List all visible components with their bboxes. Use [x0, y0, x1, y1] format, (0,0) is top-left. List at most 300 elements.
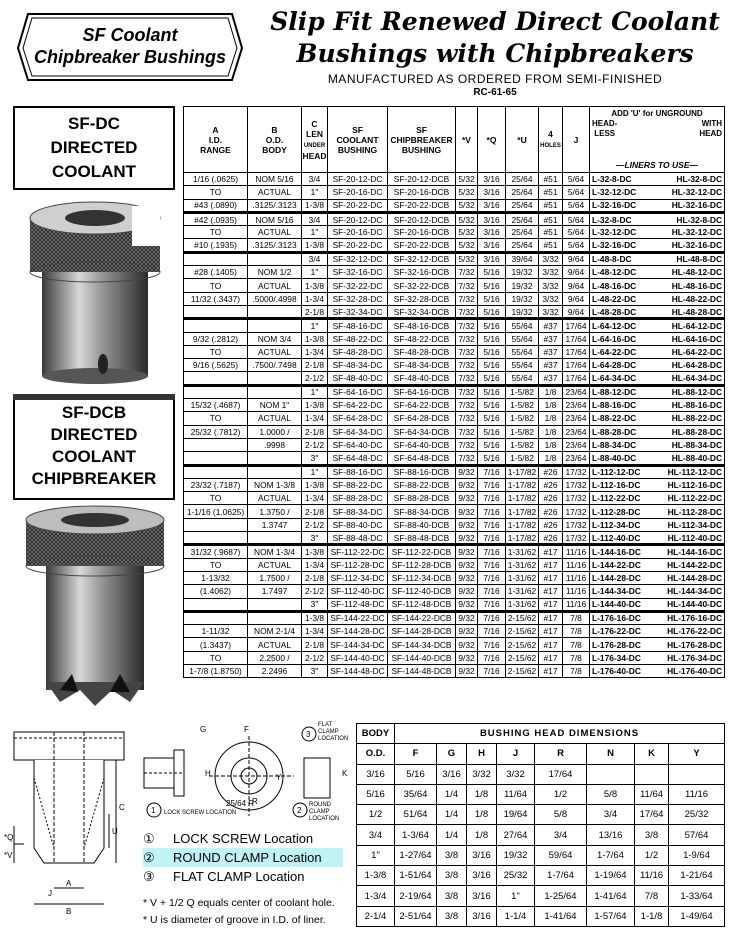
table-row: [184, 186, 725, 199]
head-cell: 27/64: [497, 825, 535, 845]
head-cell: 3/16: [437, 764, 467, 784]
col-header-b: B O.D. BODY: [248, 107, 302, 173]
cell-q: 5/16: [478, 412, 506, 425]
cell-q: 7/16: [478, 664, 506, 677]
cell-sf: SF-144-48-DC: [328, 664, 388, 677]
cell-u: 39/64: [506, 252, 539, 265]
cell-c: 2-1/2: [302, 651, 328, 664]
cell-b: NOM 1-3/4: [248, 545, 302, 558]
table-row: [184, 319, 725, 332]
head-cell: 13/16: [587, 825, 635, 845]
head-table-row: [357, 906, 725, 926]
head-cell: 1-3/4: [357, 886, 395, 906]
cell-sfc: SF-20-16-DCB: [388, 186, 456, 199]
cell-hl: L-48-22-DC: [590, 292, 658, 305]
cell-sf: SF-112-34-DC: [328, 571, 388, 584]
cell-q: 7/16: [478, 518, 506, 531]
cell-b: NOM 1/2: [248, 266, 302, 279]
cell-u: 25/64: [506, 226, 539, 239]
head-cell: 11/16: [669, 784, 725, 804]
cell-v: 7/32: [456, 452, 478, 465]
cell-q: 7/16: [478, 492, 506, 505]
cell-q: 7/16: [478, 571, 506, 584]
cell-holes: #26: [539, 465, 563, 478]
cell-a: [184, 452, 248, 465]
head-cell: 19/32: [497, 845, 535, 865]
cell-c: 2-1/2: [302, 372, 328, 385]
cell-q: 5/16: [478, 452, 506, 465]
cell-sf: SF-64-28-DC: [328, 412, 388, 425]
cell-j: 7/8: [563, 611, 590, 624]
callout-1: 1: [151, 806, 156, 815]
cell-b: NOM 5/16: [248, 212, 302, 225]
cell-v: 5/32: [456, 212, 478, 225]
cell-j: 11/16: [563, 558, 590, 571]
head-cell: 3/8: [437, 886, 467, 906]
cell-wh: HL-144-22-DC: [658, 558, 725, 571]
table-row: [184, 664, 725, 677]
head-cell: 59/64: [535, 845, 587, 865]
table-row: [184, 345, 725, 358]
section2-line-2: DIRECTED: [50, 425, 138, 444]
head-cell: 3/16: [467, 906, 497, 926]
cell-j: 9/64: [563, 279, 590, 292]
head-cell: 1-3/64: [395, 825, 437, 845]
cell-hl: L-88-40-DC: [590, 452, 658, 465]
cell-sf: SF-32-28-DC: [328, 292, 388, 305]
cell-sfc: SF-64-40-DCB: [388, 438, 456, 451]
dim-angle: 25/64 R: [226, 799, 255, 808]
cell-b: .9998: [248, 438, 302, 451]
cell-b: NOM 1-3/8: [248, 478, 302, 491]
cell-sfc: SF-88-48-DCB: [388, 532, 456, 545]
table-row: [184, 425, 725, 438]
head-col-header: F: [395, 744, 437, 764]
col-header-holes: 4 HOLES: [539, 107, 563, 173]
cell-v: 9/32: [456, 598, 478, 611]
cell-sf: SF-20-22-DC: [328, 199, 388, 212]
cell-v: 9/32: [456, 505, 478, 518]
cell-q: 5/16: [478, 438, 506, 451]
cell-b: .3125/.3123: [248, 199, 302, 212]
cell-wh: HL-144-16-DC: [658, 545, 725, 558]
cell-v: 7/32: [456, 359, 478, 372]
cell-v: 7/32: [456, 385, 478, 398]
head-cell: [669, 764, 725, 784]
cell-j: 11/16: [563, 545, 590, 558]
cell-j: 23/64: [563, 425, 590, 438]
cell-q: 7/16: [478, 625, 506, 638]
head-cell: 25/32: [497, 866, 535, 886]
head-cell: 11/64: [635, 784, 669, 804]
head-cell: 25/32: [669, 805, 725, 825]
cell-sfc: SF-112-28-DCB: [388, 558, 456, 571]
head-cell: 51/64: [395, 805, 437, 825]
col-header-sf-coolant: SF COOLANT BUSHING: [328, 107, 388, 173]
head-cell: 5/16: [395, 764, 437, 784]
cell-u: 1-5/82: [506, 385, 539, 398]
cell-holes: #26: [539, 505, 563, 518]
head-cell: 1/8: [467, 784, 497, 804]
head-cell: 1": [497, 886, 535, 906]
cell-hl: L-112-28-DC: [590, 505, 658, 518]
head-cell: 3/16: [357, 764, 395, 784]
cell-sf: SF-88-34-DC: [328, 505, 388, 518]
cell-j: 9/64: [563, 292, 590, 305]
cell-v: 5/32: [456, 173, 478, 186]
cell-c: 1": [302, 266, 328, 279]
cell-hl: L-64-12-DC: [590, 319, 658, 332]
cell-a: (1.4062): [184, 585, 248, 598]
cell-c: 3/4: [302, 173, 328, 186]
cell-u: 25/64: [506, 173, 539, 186]
dim-g: G: [200, 725, 207, 734]
cell-wh: HL-88-22-DC: [658, 412, 725, 425]
cell-j: 17/32: [563, 505, 590, 518]
head-cell: 3/32: [467, 764, 497, 784]
cell-q: 7/16: [478, 638, 506, 651]
cell-b: ACTUAL: [248, 558, 302, 571]
cell-b: [248, 252, 302, 265]
cell-b: [248, 372, 302, 385]
cell-c: 1-3/4: [302, 345, 328, 358]
cell-j: 23/64: [563, 385, 590, 398]
dim-q: *Q: [4, 833, 14, 842]
legend-round-clamp: [143, 848, 343, 867]
cell-sfc: SF-48-22-DCB: [388, 332, 456, 345]
cell-wh: HL-144-34-DC: [658, 585, 725, 598]
dim-u: U: [112, 827, 118, 836]
cell-q: 7/16: [478, 545, 506, 558]
cell-c: 3": [302, 664, 328, 677]
cell-a: #10 (.1935): [184, 239, 248, 252]
cell-u: 19/32: [506, 305, 539, 318]
cell-sfc: SF-64-22-DCB: [388, 399, 456, 412]
section1-line-3: COOLANT: [51, 162, 137, 181]
cell-holes: 3/32: [539, 305, 563, 318]
cell-u: 1-17/82: [506, 478, 539, 491]
cell-sf: SF-48-16-DC: [328, 319, 388, 332]
cell-a: TO: [184, 412, 248, 425]
liners-subheader: —LINERS TO USE—: [590, 159, 725, 173]
cell-c: 1-3/4: [302, 492, 328, 505]
legend-number-3: ③: [143, 869, 155, 884]
cell-sf: SF-88-16-DC: [328, 465, 388, 478]
head-cell: 1-49/64: [669, 906, 725, 926]
cell-wh: HL-32-8-DC: [658, 212, 725, 225]
cell-wh: HL-48-28-DC: [658, 305, 725, 318]
cell-hl: L-48-16-DC: [590, 279, 658, 292]
head-cell: 1-1/4: [497, 906, 535, 926]
cell-b: ACTUAL: [248, 186, 302, 199]
table-row: [184, 359, 725, 372]
cell-wh: HL-64-16-DC: [658, 332, 725, 345]
legend-flat-clamp: [143, 867, 343, 886]
cell-c: 3": [302, 598, 328, 611]
head-cell: 2-1/4: [357, 906, 395, 926]
table-row: [184, 399, 725, 412]
cell-hl: L-64-16-DC: [590, 332, 658, 345]
section1-line-2: DIRECTED: [50, 138, 138, 157]
table-row: [184, 279, 725, 292]
cell-v: 7/32: [456, 319, 478, 332]
cell-sf: SF-64-16-DC: [328, 385, 388, 398]
cell-u: 55/64: [506, 319, 539, 332]
flat-clamp-label-3: LOCATION: [318, 736, 349, 742]
cell-hl: L-112-40-DC: [590, 532, 658, 545]
head-cell: 1-41/64: [587, 886, 635, 906]
cell-wh: HL-88-34-DC: [658, 438, 725, 451]
cell-u: 55/64: [506, 332, 539, 345]
cell-j: 17/64: [563, 345, 590, 358]
cell-sfc: SF-88-22-DCB: [388, 478, 456, 491]
cell-sfc: SF-64-28-DCB: [388, 412, 456, 425]
cell-b: [248, 611, 302, 624]
cell-a: #28 (.1405): [184, 266, 248, 279]
cell-j: 9/64: [563, 305, 590, 318]
cell-sfc: SF-48-16-DCB: [388, 319, 456, 332]
cell-q: 7/16: [478, 651, 506, 664]
dim-y: Y: [276, 773, 282, 782]
round-clamp-label-1: ROUND: [309, 802, 331, 808]
cell-a: [184, 319, 248, 332]
cell-hl: L-32-8-DC: [590, 173, 658, 186]
cell-holes: #17: [539, 651, 563, 664]
cell-holes: 1/8: [539, 425, 563, 438]
cell-v: 7/32: [456, 412, 478, 425]
cell-q: 5/16: [478, 385, 506, 398]
cell-sfc: SF-64-48-DCB: [388, 452, 456, 465]
cell-hl: L-32-12-DC: [590, 186, 658, 199]
cell-u: 25/64: [506, 212, 539, 225]
cell-c: 1": [302, 385, 328, 398]
cell-a: [184, 372, 248, 385]
cell-j: 7/8: [563, 664, 590, 677]
cell-sf: SF-88-22-DC: [328, 478, 388, 491]
head-cell: 3/8: [437, 845, 467, 865]
cell-sfc: SF-144-34-DCB: [388, 638, 456, 651]
cell-j: 7/8: [563, 625, 590, 638]
head-cell: 1": [357, 845, 395, 865]
cell-q: 7/16: [478, 532, 506, 545]
cell-u: 25/64: [506, 239, 539, 252]
cell-u: 1-5/82: [506, 452, 539, 465]
cell-u: 25/64: [506, 186, 539, 199]
head-cell: 1/4: [437, 825, 467, 845]
cell-hl: L-88-12-DC: [590, 385, 658, 398]
cell-sf: SF-144-22-DC: [328, 611, 388, 624]
head-table-row: [357, 825, 725, 845]
cell-u: 1-17/82: [506, 465, 539, 478]
cell-sfc: SF-112-22-DCB: [388, 545, 456, 558]
cell-b: ACTUAL: [248, 226, 302, 239]
cell-wh: HL-32-16-DC: [658, 239, 725, 252]
cell-j: 17/32: [563, 532, 590, 545]
cell-b: .7500/.7498: [248, 359, 302, 372]
cell-j: 23/64: [563, 438, 590, 451]
cell-holes: 1/8: [539, 452, 563, 465]
cell-b: [248, 598, 302, 611]
cell-q: 3/16: [478, 199, 506, 212]
cell-hl: L-144-28-DC: [590, 571, 658, 584]
cell-a: [184, 532, 248, 545]
cell-sfc: SF-20-22-DCB: [388, 199, 456, 212]
cell-hl: L-112-22-DC: [590, 492, 658, 505]
cell-sfc: SF-48-34-DCB: [388, 359, 456, 372]
cell-hl: L-32-12-DC: [590, 226, 658, 239]
cell-j: 17/64: [563, 359, 590, 372]
table-row: [184, 651, 725, 664]
cell-sf: SF-32-22-DC: [328, 279, 388, 292]
cell-hl: L-176-28-DC: [590, 638, 658, 651]
cell-j: 17/64: [563, 332, 590, 345]
cell-c: 2-1/8: [302, 571, 328, 584]
cell-b: NOM 1": [248, 399, 302, 412]
head-cell: 1/2: [357, 805, 395, 825]
head-cell: 1-25/64: [535, 886, 587, 906]
cell-a: [184, 438, 248, 451]
cell-q: 5/16: [478, 399, 506, 412]
head-cell: 1-3/8: [357, 866, 395, 886]
table-row: [184, 212, 725, 225]
cell-wh: HL-176-16-DC: [658, 611, 725, 624]
cell-u: 2-15/62: [506, 638, 539, 651]
table-row: [184, 252, 725, 265]
table-row: [184, 438, 725, 451]
table-row: [184, 492, 725, 505]
dim-f: F: [244, 725, 249, 734]
head-cell: 1-51/64: [395, 866, 437, 886]
cell-wh: HL-176-28-DC: [658, 638, 725, 651]
head-cell: 3/32: [497, 764, 535, 784]
legend-number-1: ①: [143, 831, 155, 846]
cell-a: 1-1/16 (1.0625): [184, 505, 248, 518]
head-cell: 3/16: [467, 866, 497, 886]
cell-sf: SF-20-16-DC: [328, 226, 388, 239]
cell-hl: L-48-12-DC: [590, 266, 658, 279]
cell-a: [184, 518, 248, 531]
cell-a: 1/16 (.0625): [184, 173, 248, 186]
cell-hl: L-144-16-DC: [590, 545, 658, 558]
cell-j: 5/64: [563, 212, 590, 225]
col-header-sf-chipbreaker: SF CHIPBREAKER BUSHING: [388, 107, 456, 173]
head-cell: [635, 764, 669, 784]
cell-c: 2-1/8: [302, 359, 328, 372]
cell-wh: HL-112-12-DC: [658, 465, 725, 478]
callout-2: 2: [297, 806, 302, 815]
legend-lock-screw: [143, 829, 343, 848]
dim-h: H: [205, 769, 211, 778]
cell-u: 1-31/62: [506, 558, 539, 571]
col-header-a: A I.D. RANGE: [184, 107, 248, 173]
cell-wh: HL-48-8-DC: [658, 252, 725, 265]
cell-j: 17/64: [563, 372, 590, 385]
head-col-header: Y: [669, 744, 725, 764]
cell-sf: SF-88-48-DC: [328, 532, 388, 545]
cell-b: 1.7497: [248, 585, 302, 598]
cell-u: 55/64: [506, 345, 539, 358]
cell-v: 7/32: [456, 332, 478, 345]
cell-a: 25/32 (.7812): [184, 425, 248, 438]
bushing-table: [183, 106, 725, 678]
cell-j: 23/64: [563, 452, 590, 465]
cell-c: 1-3/8: [302, 545, 328, 558]
cell-sfc: SF-88-28-DCB: [388, 492, 456, 505]
cell-holes: #37: [539, 319, 563, 332]
cell-wh: HL-64-28-DC: [658, 359, 725, 372]
cell-hl: L-88-34-DC: [590, 438, 658, 451]
cell-a: TO: [184, 226, 248, 239]
cell-holes: #51: [539, 239, 563, 252]
cell-b: ACTUAL: [248, 345, 302, 358]
cell-sf: SF-32-34-DC: [328, 305, 388, 318]
cell-wh: HL-64-34-DC: [658, 372, 725, 385]
cell-b: [248, 305, 302, 318]
dim-k: K: [342, 769, 348, 778]
cell-sf: SF-48-34-DC: [328, 359, 388, 372]
cell-q: 7/16: [478, 465, 506, 478]
cell-b: 1.0000 /: [248, 425, 302, 438]
cell-sf: SF-144-40-DC: [328, 651, 388, 664]
cell-sf: SF-112-48-DC: [328, 598, 388, 611]
cell-a: TO: [184, 186, 248, 199]
cell-wh: HL-176-22-DC: [658, 625, 725, 638]
cell-q: 5/16: [478, 292, 506, 305]
cell-wh: HL-32-8-DC: [658, 173, 725, 186]
cell-v: 5/32: [456, 199, 478, 212]
footnotes: [143, 895, 335, 929]
cell-u: 55/64: [506, 359, 539, 372]
head-cell: 1-19/64: [587, 866, 635, 886]
cell-c: 1-3/8: [302, 279, 328, 292]
table-row: [184, 199, 725, 212]
cell-a: 1-11/32: [184, 625, 248, 638]
col-header-c: C LEN UNDER HEAD: [302, 107, 328, 173]
cell-sfc: SF-20-16-DCB: [388, 226, 456, 239]
cell-hl: L-64-22-DC: [590, 345, 658, 358]
head-cell: 1-21/64: [669, 866, 725, 886]
col-header-q: *Q: [478, 107, 506, 173]
table-row: [184, 478, 725, 491]
title-line-2: Bushings with Chipbreakers: [296, 39, 694, 68]
footnote-1: * V + 1/2 Q equals center of coolant hole.: [143, 897, 335, 909]
cell-u: 1-17/82: [506, 532, 539, 545]
cell-holes: 3/32: [539, 252, 563, 265]
col-header-headless: HEAD- LESS: [592, 119, 618, 138]
cell-wh: HL-48-16-DC: [658, 279, 725, 292]
cell-q: 5/16: [478, 319, 506, 332]
cell-holes: #51: [539, 186, 563, 199]
cell-sfc: SF-64-16-DCB: [388, 385, 456, 398]
cell-hl: L-48-28-DC: [590, 305, 658, 318]
table-row: [184, 226, 725, 239]
cell-b: ACTUAL: [248, 412, 302, 425]
cell-wh: HL-64-12-DC: [658, 319, 725, 332]
cell-j: 9/64: [563, 252, 590, 265]
cell-sf: SF-48-28-DC: [328, 345, 388, 358]
cell-holes: 1/8: [539, 399, 563, 412]
head-cell: 35/64: [395, 784, 437, 804]
section-sf-dc-label: [13, 106, 175, 190]
cell-holes: #51: [539, 199, 563, 212]
cell-b: NOM 5/16: [248, 173, 302, 186]
table-row: [184, 452, 725, 465]
table-row: [184, 611, 725, 624]
cell-sf: SF-64-48-DC: [328, 452, 388, 465]
cell-sfc: SF-32-12-DCB: [388, 252, 456, 265]
section1-line-1: SF-DC: [68, 114, 120, 133]
legend-text-1: LOCK SCREW Location: [173, 831, 314, 846]
